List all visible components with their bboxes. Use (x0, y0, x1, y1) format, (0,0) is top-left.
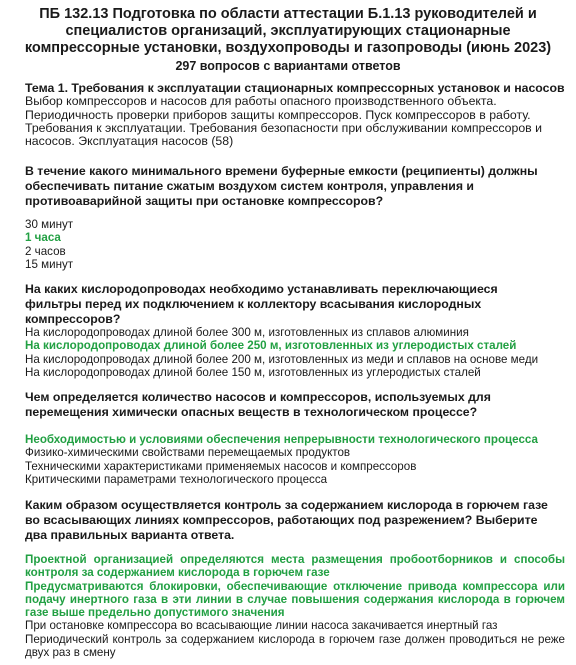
document-subtitle: 297 вопросов с вариантами ответов (175, 59, 401, 73)
answer-option-correct: На кислородопроводах длиной более 250 м, изготовленных из углеродистых сталей (25, 339, 517, 353)
answer-list-1 (25, 218, 565, 271)
answer-option: 2 часов (25, 244, 66, 258)
answer-list-3 (25, 433, 565, 486)
answer-option: Критическими параметрами технологического процесса (25, 472, 328, 486)
question-4: Каким образом осуществляется контроль за содержанием кислорода в горючем газе во всасывающих линиях компрессоров, работающих под разрежением? Выберите два правильных варианта ответа. (25, 498, 548, 543)
answer-option: На кислородопроводах длиной более 150 м, изготовленных из углеродистых сталей (25, 365, 481, 379)
topic-block (25, 82, 565, 148)
question-1: В течение какого минимального времени буферные емкости (реципиенты) должны обеспечивать питание сжатым воздухом систем контроля, управления и противоаварийной защиты при остановке компрессоров? (25, 164, 538, 209)
answer-option: На кислородопроводах длиной более 300 м, изготовленных из сплавов алюминия (25, 326, 469, 339)
answer-option: Техническими характеристиками применяемых насосов и компрессоров (25, 459, 417, 473)
answer-option-correct: Предусматриваются блокировки, обеспечивающие отключение привода компрессора или подачу инертного газа в эти линии в случае повышения содержания кислорода в горючем газе выше предельно допустимого значения (25, 579, 565, 620)
question-2: На каких кислородопроводах необходимо устанавливать переключающиеся фильтры перед их подключением к коллектору всасывания кислородных компрессоров? (25, 282, 498, 327)
answer-option: Физико-химическими свойствами перемещаемых продуктов (25, 446, 351, 460)
answer-option: 30 минут (25, 218, 74, 231)
answer-option-correct: 1 часа (25, 231, 61, 245)
answer-list-4 (25, 553, 565, 659)
document-title: ПБ 132.13 Подготовка по области аттестации Б.1.13 руководителей и специалистов организаций, эксплуатирующих стационарные компрессорные установки, воздухопроводы и газопроводы (июнь 2023) (24, 6, 552, 56)
answer-option: Периодический контроль за содержанием кислорода в горючем газе должен проводиться не реже двух раз в смену (25, 632, 565, 660)
topic-heading: Тема 1. Требования к эксплуатации стационарных компрессорных установок и насосов (25, 81, 565, 95)
answer-list-2 (25, 326, 565, 379)
question-3: Чем определяется количество насосов и компрессоров, используемых для перемещения химически опасных веществ в технологическом процессе? (25, 390, 491, 420)
answer-option-correct: Необходимостью и условиями обеспечения непрерывности технологического процесса (25, 433, 538, 446)
answer-option: 15 минут (25, 257, 74, 271)
answer-option-correct: Проектной организацией определяются места размещения пробоотборников и способы контроля за содержанием кислорода в горючем газе (25, 553, 565, 580)
answer-option: При остановке компрессора во всасывающие линии насоса закачивается инертный газ (25, 619, 498, 633)
answer-option: На кислородопроводах длиной более 200 м, изготовленных из меди и сплавов на основе меди (25, 352, 539, 366)
topic-description: Выбор компрессоров и насосов для работы опасного производственного объекта. Периодичность проверки приборов защиты компрессоров. Пуск компрессоров в работу. Требования к эксплуатации. Требования безопасности при обслуживании компрессоров и насосов. Эксплуатация насосов (58) (25, 94, 543, 149)
